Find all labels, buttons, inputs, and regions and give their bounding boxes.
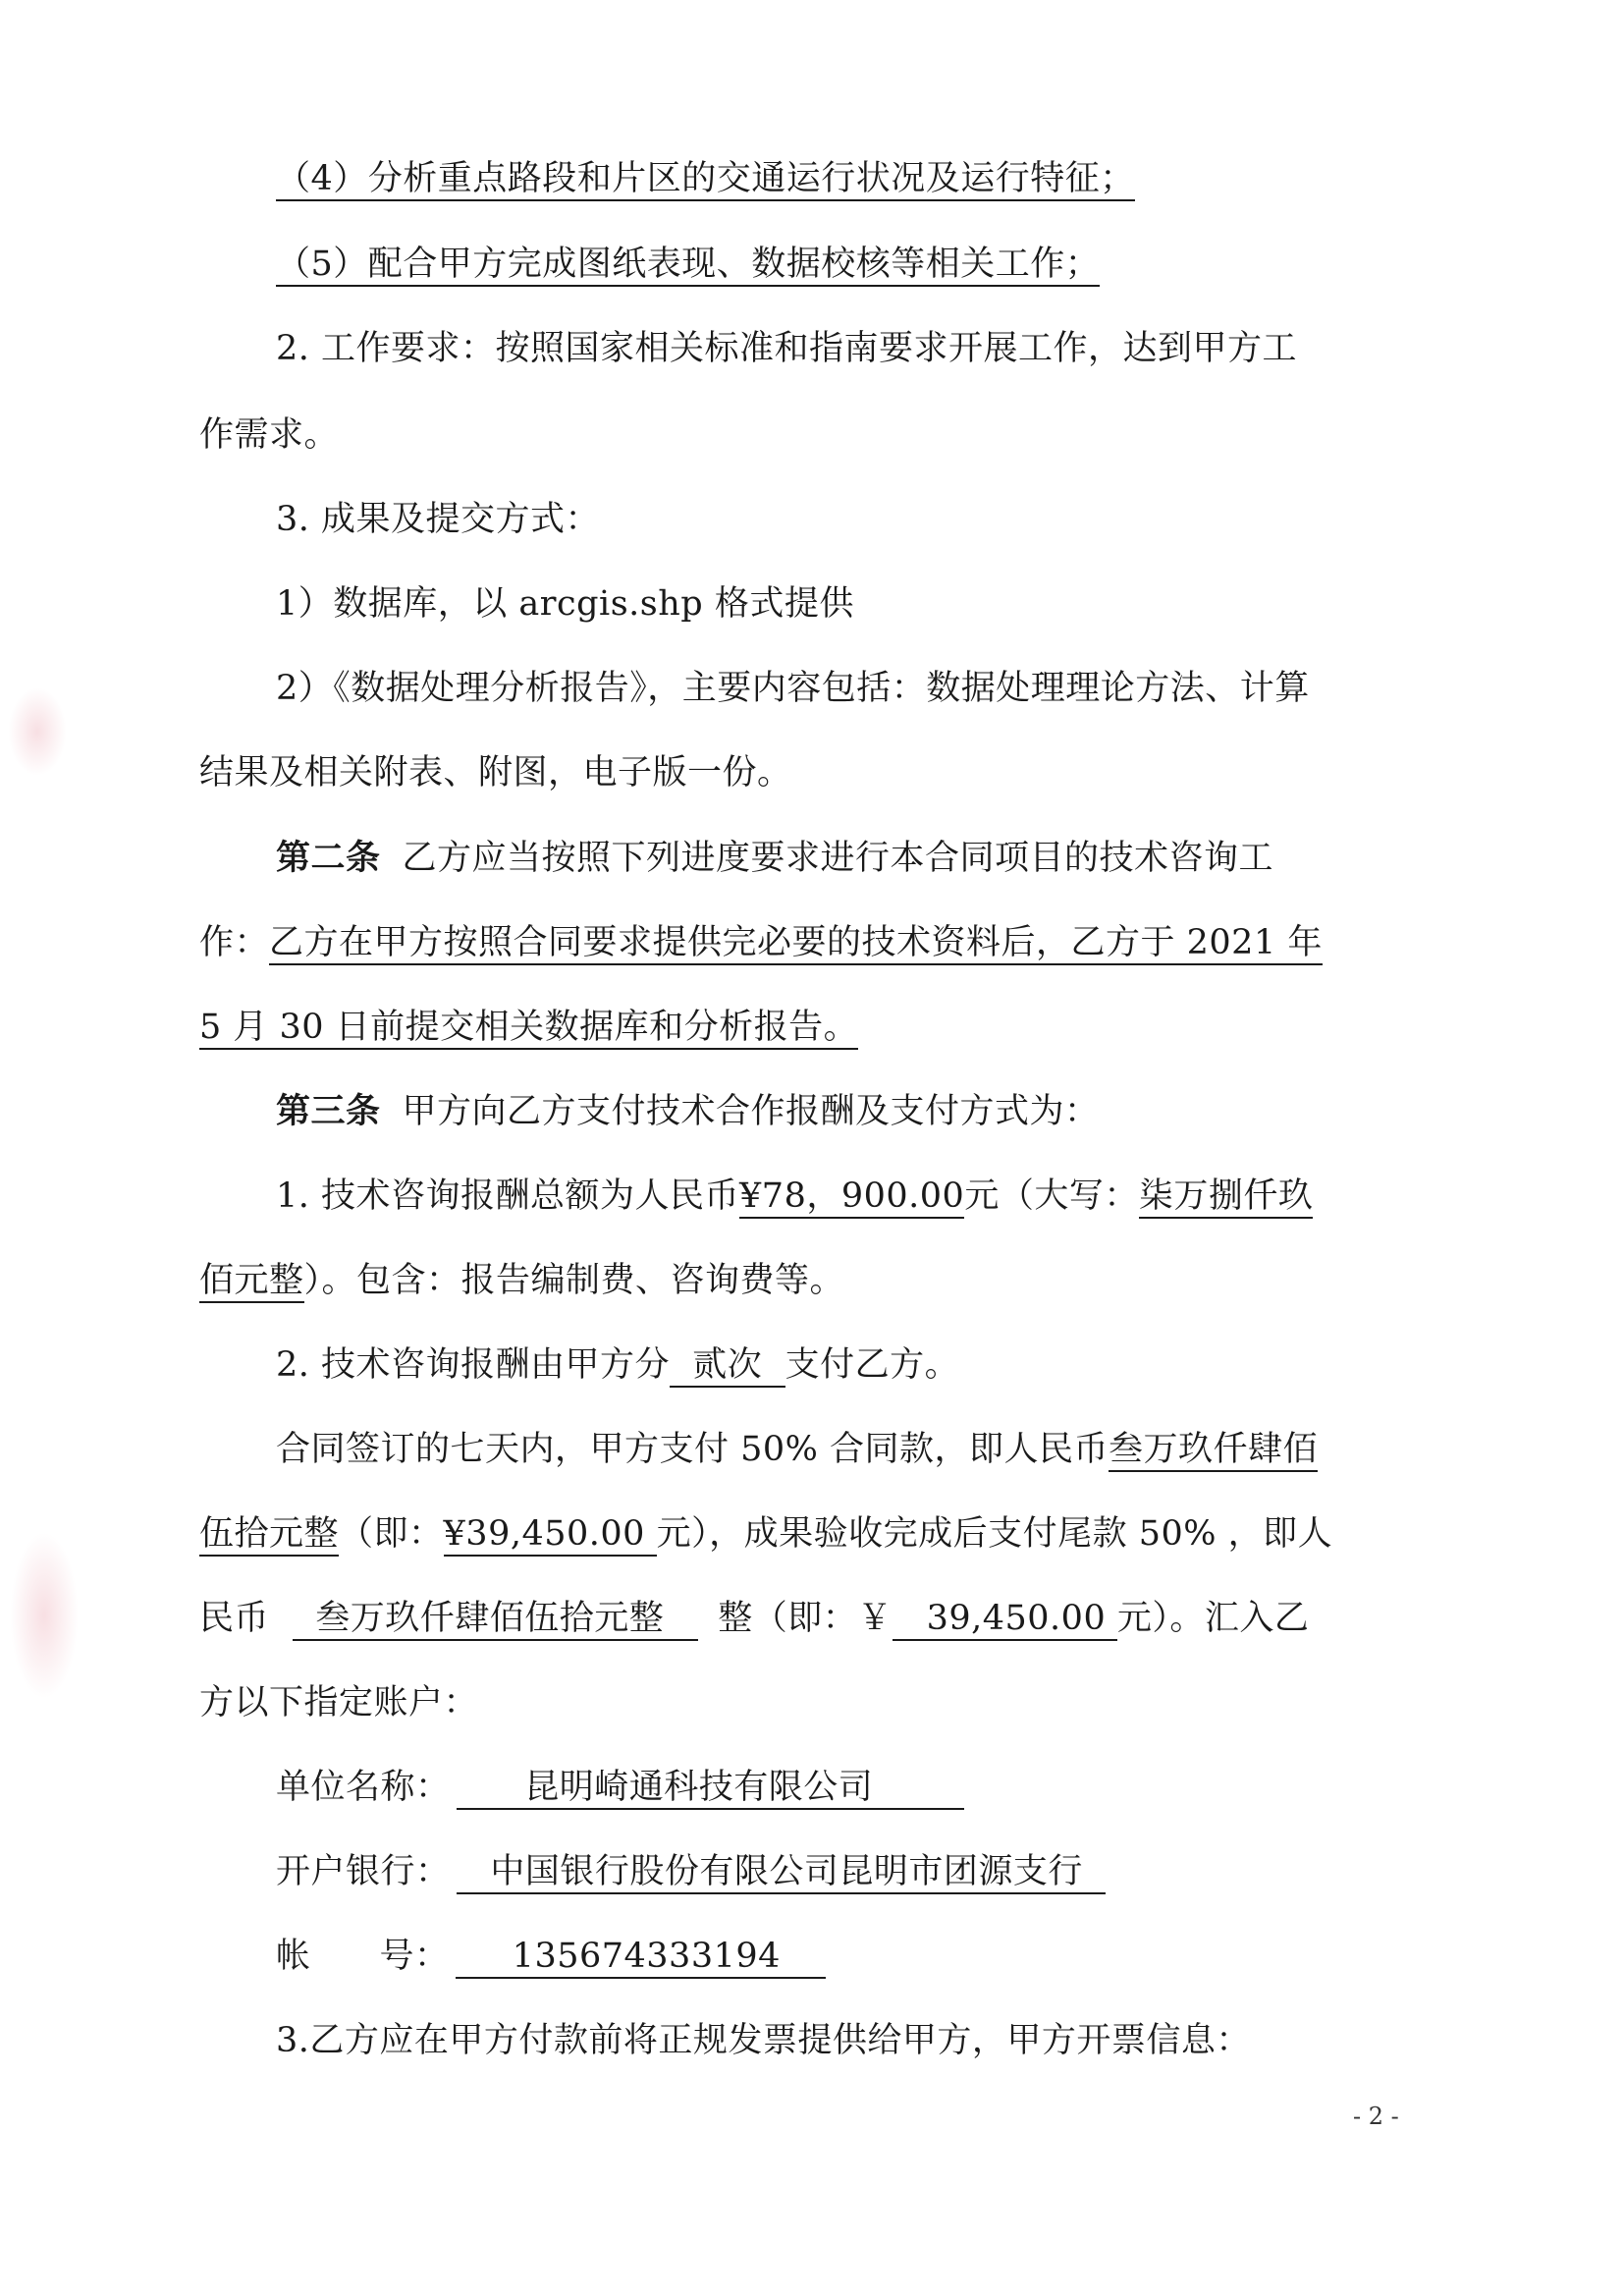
- work-requirement-line-2: 作需求。: [199, 415, 340, 455]
- deliverable-2-line-2: 结果及相关附表、附图，电子版一份。: [199, 753, 792, 793]
- article-2-line-1: 第二条 乙方应当按照下列进度要求进行本合同项目的技术咨询工: [276, 838, 1274, 878]
- item-5: （5）配合甲方完成图纸表现、数据校核等相关工作；: [276, 241, 1100, 288]
- seal-trace-1: [8, 687, 67, 776]
- payment-total-line-1: 1. 技术咨询报酬总额为人民币¥78，900.00元（大写：柒万捌仟玖: [276, 1173, 1313, 1220]
- article-3-line-1: 第三条 甲方向乙方支付技术合作报酬及支付方式为：: [276, 1091, 1100, 1131]
- account-bank-row: 开户银行： 中国银行股份有限公司昆明市团源支行: [276, 1848, 1106, 1895]
- article-2-line-3: 5 月 30 日前提交相关数据库和分析报告。: [199, 1004, 858, 1051]
- deliverable-2-line-1: 2）《数据处理分析报告》，主要内容包括：数据处理理论方法、计算: [276, 669, 1310, 708]
- account-number-value: 135674333194: [512, 1937, 781, 1976]
- article-3-heading: 第三条: [276, 1091, 381, 1131]
- article-2-heading: 第二条: [276, 838, 381, 878]
- payment-first-line-1: 合同签订的七天内，甲方支付 50% 合同款，即人民币叁万玖仟肆佰: [276, 1426, 1318, 1473]
- item-4: （4）分析重点路段和片区的交通运行状况及运行特征；: [276, 155, 1135, 202]
- total-amount: ¥78，900.00: [739, 1176, 964, 1219]
- invoice-line: 3.乙方应在甲方付款前将正规发票提供给甲方，甲方开票信息：: [276, 2021, 1251, 2060]
- payment-account-intro: 方以下指定账户：: [199, 1683, 479, 1722]
- payment-first-line-2: 伍拾元整（即：¥39,450.00 元），成果验收完成后支付尾款 50% ，即人: [199, 1510, 1332, 1558]
- account-bank-value: 中国银行股份有限公司昆明市团源支行: [490, 1852, 1083, 1891]
- page-number: - 2 -: [1353, 2103, 1399, 2130]
- account-name-row: 单位名称： 昆明崎通科技有限公司: [276, 1764, 964, 1811]
- seal-trace-2: [10, 1532, 79, 1699]
- deliverable-1: 1）数据库，以 arcgis.shp 格式提供: [276, 584, 854, 624]
- account-name-value: 昆明崎通科技有限公司: [524, 1768, 874, 1807]
- payment-final-line: 民币 叁万玖仟肆佰伍拾元整 整（即：￥ 39,450.00 元）。汇入乙: [199, 1595, 1309, 1642]
- account-number-row: 帐 号： 135674333194: [276, 1933, 826, 1980]
- payment-total-line-2: 佰元整）。包含：报告编制费、咨询费等。: [199, 1257, 844, 1304]
- work-requirement-line-1: 2. 工作要求：按照国家相关标准和指南要求开展工作，达到甲方工: [276, 329, 1298, 368]
- payment-times-line: 2. 技术咨询报酬由甲方分 贰次 支付乙方。: [276, 1341, 959, 1389]
- article-2-line-2: 作：乙方在甲方按照合同要求提供完必要的技术资料后，乙方于 2021 年: [199, 919, 1323, 966]
- deliverables-heading: 3. 成果及提交方式：: [276, 500, 601, 539]
